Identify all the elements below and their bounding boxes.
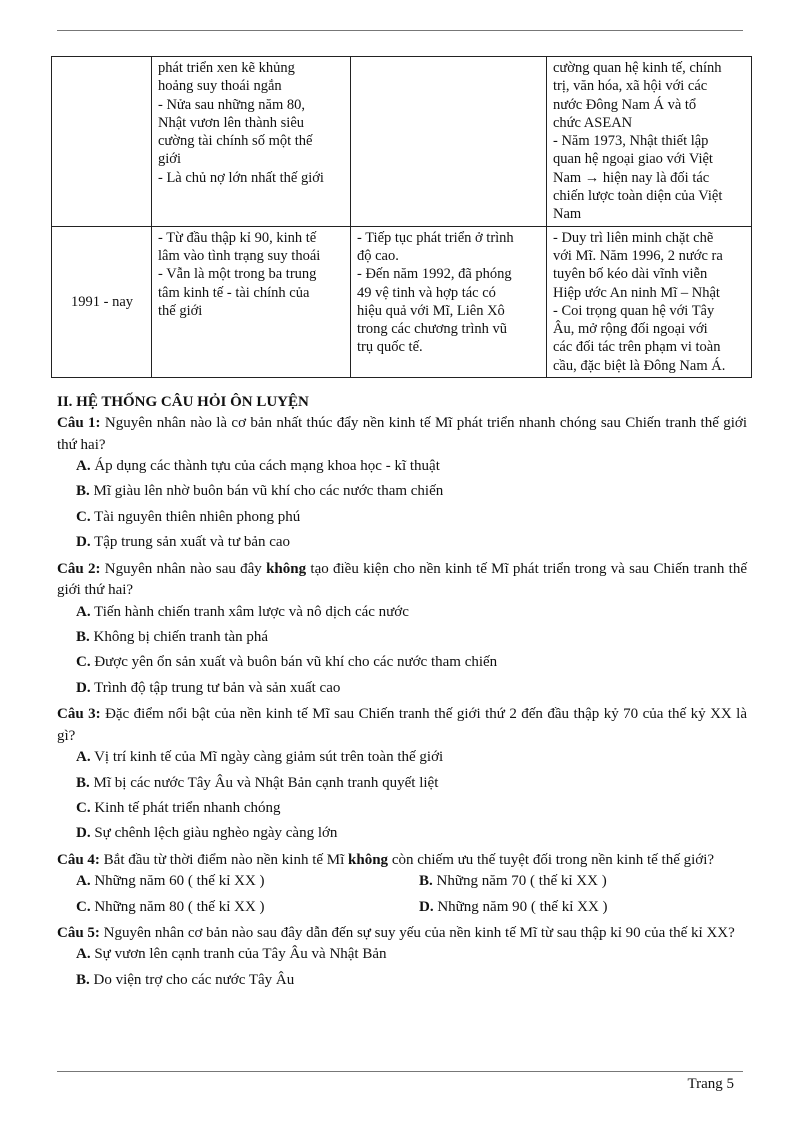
footer-rule	[57, 1071, 743, 1072]
question-label: Câu 1:	[57, 415, 101, 431]
answer-option[interactable]: D. Tập trung sản xuất và tư bản cao	[76, 534, 291, 551]
table-row	[52, 57, 752, 227]
japan-timeline-table	[51, 56, 752, 378]
question-2: Câu 2: Nguyên nhân nào sau đây không tạo điều kiện cho nền kinh tế Mĩ phát triển trong và sau Chiến tranh thế giới thứ hai?	[57, 560, 747, 599]
answer-option[interactable]: A. Sự vươn lên cạnh tranh của Tây Âu và Nhật Bản	[76, 946, 387, 963]
question-5: Câu 5: Nguyên nhân cơ bản nào sau đây dẫn đến sự suy yếu của nền kinh tế Mĩ từ sau thập kỉ 90 của thế kỉ XX?	[57, 924, 735, 941]
science-cell	[351, 57, 547, 227]
question-label: Câu 5:	[57, 924, 100, 941]
options-row	[57, 871, 747, 896]
foreign-policy-cell: - Duy trì liên minh chặt chẽ với Mĩ. Năm 1996, 2 nước ra tuyên bố kéo dài vĩnh viễn Hiệp ước An ninh Mĩ – Nhật - Coi trọng quan hệ với Tây Âu, mở rộng đối ngoại với các đối tác trên phạm vi toàn cầu, đặc biệt là Đông Nam Á.	[547, 226, 752, 377]
answer-option[interactable]: B. Không bị chiến tranh tàn phá	[76, 628, 269, 645]
science-cell: - Tiếp tục phát triển ở trình độ cao. - Đến năm 1992, đã phóng 49 vệ tinh và hợp tác có hiệu quả với Mĩ, Liên Xô trong các chương trình vũ trụ quốc tế.	[351, 226, 547, 377]
question-1: Câu 1: Nguyên nhân nào là cơ bản nhất thúc đẩy nền kinh tế Mĩ phát triển nhanh chóng sau Chiến tranh thế giới thứ hai?	[57, 415, 747, 453]
answer-option[interactable]: C. Tài nguyên thiên nhiên phong phú	[76, 508, 301, 525]
options-row	[57, 897, 747, 922]
period-cell	[52, 57, 152, 227]
answer-option[interactable]: B. Mĩ bị các nước Tây Âu và Nhật Bản cạnh tranh quyết liệt	[76, 774, 439, 791]
period-cell: 1991 - nay	[52, 226, 152, 377]
question-section	[57, 392, 747, 995]
header-rule	[57, 30, 743, 31]
question-label: Câu 3:	[57, 706, 101, 723]
section-title: II. HỆ THỐNG CÂU HỎI ÔN LUYỆN	[57, 394, 309, 410]
answer-option[interactable]: D. Sự chênh lệch giàu nghèo ngày càng lớn	[76, 825, 338, 842]
economy-cell: - Từ đầu thập kỉ 90, kinh tế lâm vào tình trạng suy thoái - Vẫn là một trong ba trung tâm kinh tế - tài chính của thế giới	[152, 226, 351, 377]
answer-option[interactable]: B. Do viện trợ cho các nước Tây Âu	[76, 971, 295, 988]
question-4: Câu 4: Bắt đầu từ thời điểm nào nền kinh tế Mĩ không còn chiếm ưu thế tuyệt đối trong nền kinh tế thế giới?	[57, 851, 715, 868]
answer-option[interactable]: C. Được yên ổn sản xuất và buôn bán vũ khí cho các nước tham chiến	[76, 654, 498, 671]
answer-option[interactable]: B. Những năm 70 ( thế kỉ XX )	[419, 873, 607, 890]
answer-option[interactable]: A. Những năm 60 ( thế kỉ XX )	[76, 873, 265, 890]
answer-option[interactable]: C. Những năm 80 ( thế kỉ XX )	[76, 898, 265, 915]
answer-option[interactable]: A. Áp dụng các thành tựu của cách mạng khoa học - kĩ thuật	[76, 458, 440, 474]
question-label: Câu 2:	[57, 560, 101, 577]
economy-cell: phát triển xen kẽ khủng hoảng suy thoái ngắn - Nửa sau những năm 80, Nhật vươn lên thành siêu cường tài chính số một thế giới - Là chủ nợ lớn nhất thế giới	[152, 57, 351, 227]
answer-option[interactable]: D. Trình độ tập trung tư bản và sản xuất cao	[76, 679, 341, 696]
answer-option[interactable]: D. Những năm 90 ( thế kỉ XX )	[419, 898, 608, 915]
answer-option[interactable]: A. Tiến hành chiến tranh xâm lược và nô dịch các nước	[76, 603, 409, 620]
page-number: Trang 5	[687, 1076, 734, 1092]
answer-option[interactable]: C. Kinh tế phát triển nhanh chóng	[76, 799, 281, 816]
question-3: Câu 3: Đặc điểm nổi bật của nền kinh tế Mĩ sau Chiến tranh thế giới thứ 2 đến đầu thập kỷ 70 của thế kỷ XX là gì?	[57, 706, 748, 744]
foreign-policy-cell: cường quan hệ kinh tế, chính trị, văn hóa, xã hội với các nước Đông Nam Á và tổ chức ASEAN - Năm 1973, Nhật thiết lập quan hệ ngoại giao với Việt Nam → hiện nay là đối tác chiến lược toàn diện của Việt Nam	[547, 57, 752, 227]
table-row	[52, 226, 752, 377]
answer-option[interactable]: B. Mĩ giàu lên nhờ buôn bán vũ khí cho các nước tham chiến	[76, 483, 444, 500]
answer-option[interactable]: A. Vị trí kinh tế của Mĩ ngày càng giảm sút trên toàn thế giới	[76, 749, 444, 766]
question-label: Câu 4:	[57, 851, 100, 868]
